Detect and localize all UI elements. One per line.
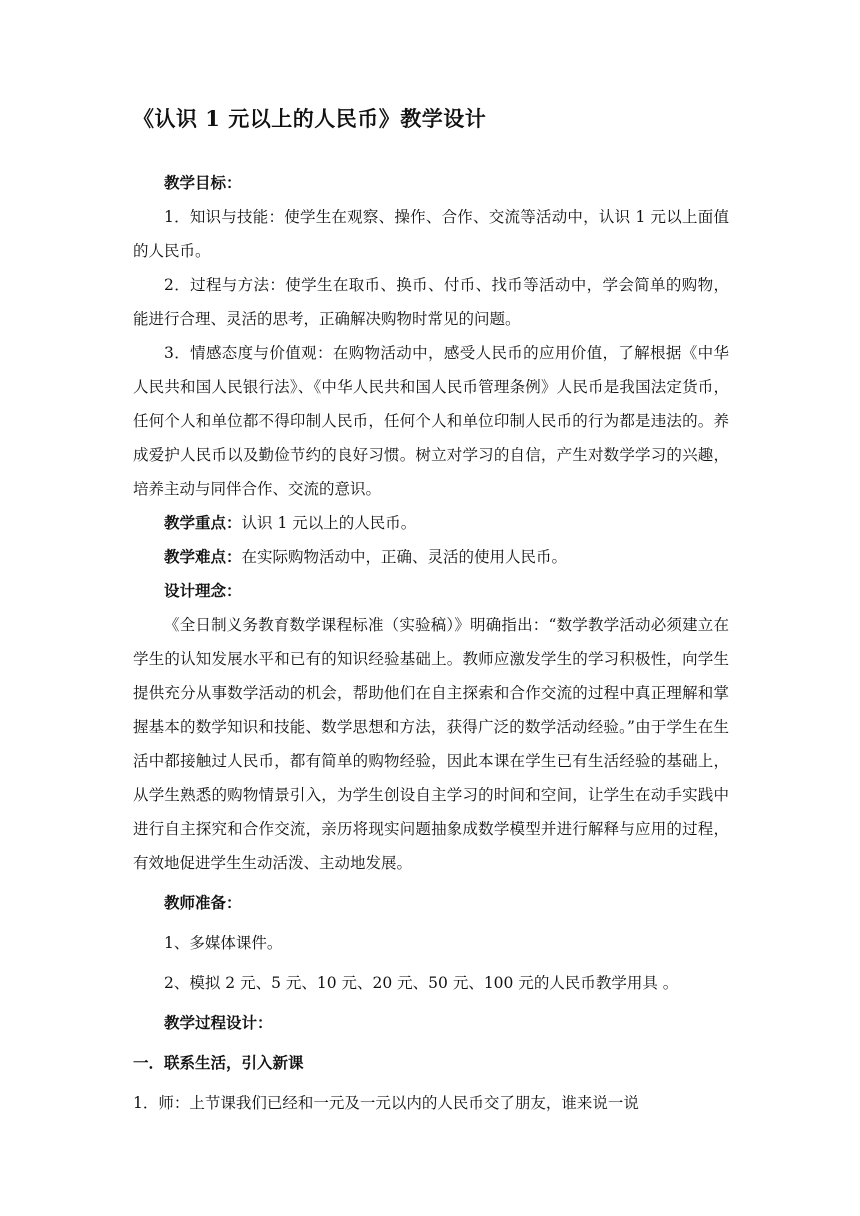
- prep-item-1: 1、多媒体课件。: [164, 934, 283, 952]
- prep-item-2: 2、模拟 2 元、5 元、10 元、20 元、50 元、100 元的人民币教学用具 。: [164, 974, 679, 992]
- document-title: 《认识 1 元以上的人民币》教学设计: [133, 106, 487, 131]
- concept-text: 《全日制义务教育数学课程标准（实验稿）》明确指出：“数学教学活动必须建立在学生的认知发展水平和已有的知识经验基础上。教师应激发学生的学习积极性，向学生提供充分从事数学活动的机会，帮助他们在自主探索和合作交流的过程中真正理解和掌握基本的数学知识和技能、数学思想和方法，获得广泛的数学活动经验。”由于学生在生活中都接触过人民币，都有简单的购物经验，因此本课在学生已有生活经验的基础上，从学生熟悉的购物情景引入，为学生创设自主学习的时间和空间，让学生在动手实践中进行自主探究和合作交流，亲历将现实问题抽象成数学模型并进行解释与应用的过程，有效地促进学生生动活泼、主动地发展。: [133, 616, 729, 872]
- prep-heading: 教师准备：: [164, 893, 242, 912]
- goal-2: 2．过程与方法：使学生在取币、换币、付币、找币等活动中，学会简单的购物，能进行合理、灵活的思考，正确解决购物时常见的问题。: [133, 276, 729, 328]
- difficulty: [133, 540, 729, 574]
- goals-heading: 教学目标：: [164, 173, 242, 192]
- difficulty-text: 在实际购物活动中，正确、灵活的使用人民币。: [241, 548, 568, 566]
- difficulty-label: 教学难点：: [164, 547, 242, 566]
- key-point-text: 认识 1 元以上的人民币。: [241, 514, 417, 532]
- goal-1: 1．知识与技能：使学生在观察、操作、合作、交流等活动中，认识 1 元以上面值的人民币。: [133, 208, 729, 260]
- key-point-label: 教学重点：: [164, 513, 242, 532]
- key-point: [133, 506, 729, 540]
- document-body: [133, 166, 729, 1120]
- concept-heading: 设计理念：: [164, 581, 242, 600]
- section-1-heading: 一．联系生活，引入新课: [133, 1053, 304, 1072]
- process-heading: 教学过程设计：: [164, 1013, 273, 1032]
- process-item-1: 1．师：上节课我们已经和一元及一元以内的人民币交了朋友，谁来说一说: [133, 1094, 639, 1112]
- goal-3: 3．情感态度与价值观：在购物活动中，感受人民币的应用价值，了解根据《中华人民共和国人民银行法》、《中华人民共和国人民币管理条例》人民币是我国法定货币，任何个人和单位都不得印制人民币，任何个人和单位印制人民币的行为都是违法的。养成爱护人民币以及勤俭节约的良好习惯。树立对学习的自信，产生对数学学习的兴趣，培养主动与同伴合作、交流的意识。: [133, 344, 729, 498]
